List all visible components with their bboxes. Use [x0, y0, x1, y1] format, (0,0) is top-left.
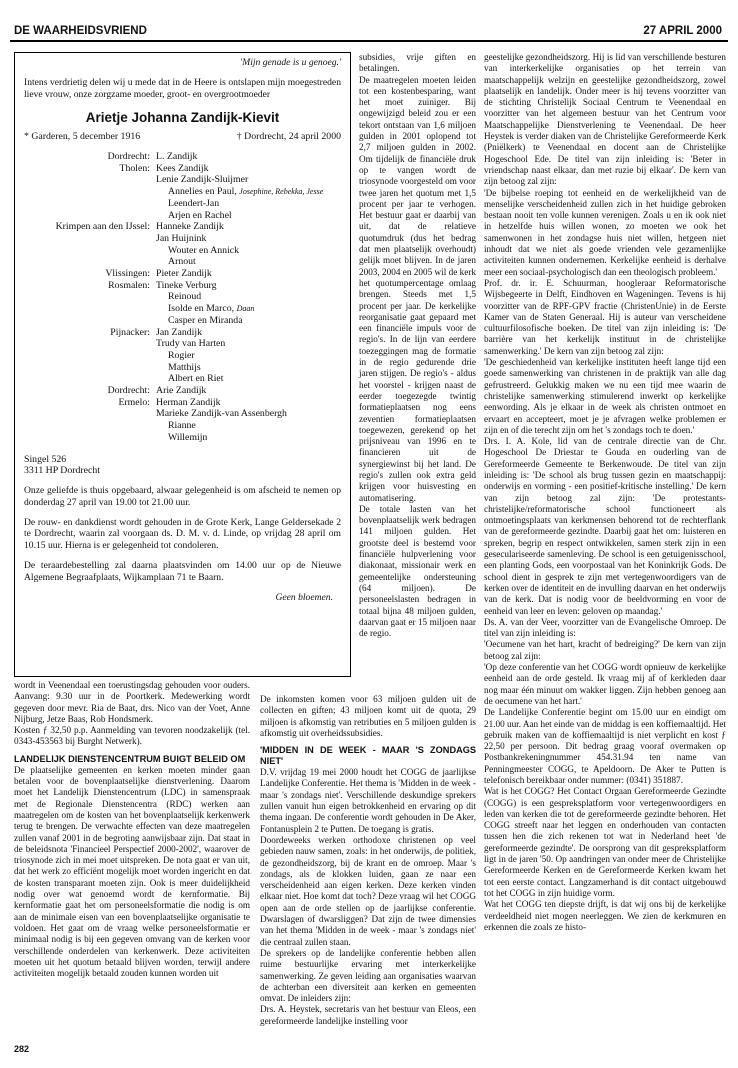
family-member: Hanneke Zandijk [156, 221, 224, 233]
article-paragraph: 'Oecumene van het hart, kracht of bedreiging?' De kern van zijn betoog zal zijn: [484, 639, 726, 661]
family-member: Casper en Miranda [168, 314, 243, 326]
family-city: Rosmalen: [108, 279, 150, 291]
family-city: Ermelo: [118, 396, 150, 408]
article-heading: 'MIDDEN IN DE WEEK - MAAR 'S ZONDAGS NIET' [260, 745, 476, 767]
address-line: 3311 HP Dordrecht [24, 465, 101, 477]
article-paragraph: Kosten ƒ 32,50 p.p. Aanmelding van tevoren noodzakelijk (tel. 0343-453563 bij Burght Netwerk). [14, 725, 250, 747]
article-paragraph: De plaatselijke gemeenten en kerken moeten minder gaan betalen voor de bovenplaatselijke dienstverlening. Daarom moet het Landelijk Dienstencentrum (LDC) in samenspraak met de Regionale Dienstencentra (RDC) werken aan maatregelen om de kosten van het bovenplaatselijk kerkenwerk terug te brengen. De verwachte effecten van deze maatregelen zullen vanaf 2001 in de begroting aanwijsbaar zijn. Dat staat in de beleidsnota 'Financieel Perspectief 2000-2002', waarover de triosynode zich in mei moet uitspreken. De nota gaat er van uit, dat het werk zo efficiënt mogelijk moet worden ingericht en dat de kosten transparant moeten zijn. Ook is meer duidelijkheid nodig over wat genoemd wordt de kernformatie. Bij kernformatie gaat het om personeelsformatie die nodig is om aan de minimale eisen van een bovenplaatselijke organisatie te voldoen. Het gaat om de vraag welke personeelsformatie er minimaal nodig is bij een gegeven omvang van de kerken voor verschillende onderdelen van kerkenwerk. Deze activiteiten moeten uit het quotum betaald blijven worden, terwijl andere activiteiten mogelijk betaald zouden kunnen worden uit [14, 764, 250, 979]
article-paragraph: Drs. A. Heystek, secretaris van het bestuur van Eleos, een gereformeerde landelijke instelling voor [260, 1004, 476, 1026]
article-paragraph: subsidies, vrije giften en betalingen. [359, 52, 476, 74]
notice-motto: 'Mijn genade is u genoeg.' [240, 57, 341, 68]
family-member: Pieter Zandijk [156, 268, 212, 280]
family-member: Arjen en Rachel [168, 209, 232, 221]
family-list [24, 151, 341, 444]
family-member: Marieke Zandijk-van Assenbergh [156, 408, 287, 420]
article-paragraph: 'De geschiedenheid van kerkelijke instituten heeft lange tijd een goede samenwerking van christenen in de praktijk van alle dag gefrustreerd. Gelukkig maken we nu een tijd mee waarin de christelijke samenwerking stimulerend inwerkt op kerkelijke eenwording. Als je elkaar in de week als christen ontmoet en ervaart en accepteert, moet je je afvragen welke problemen er zijn en of die terecht zijn om het 's zondags toch te doen.' [484, 357, 726, 435]
article-paragraph: 'Op deze conferentie van het COGG wordt opnieuw de kerkelijke eenheid aan de orde gesteld. Ik vraag mij af of kerkleden daar nog maar één minuut om wakker liggen. Zijn hebben genoeg aan de oecumene van het hart.' [484, 662, 726, 706]
notice-burial: De teraardebestelling zal daarna plaatsvinden om 14.00 uur op de Nieuwe Algemene Begraafplaats, Wijkamplaan 71 te Baarn. [24, 559, 341, 583]
family-member: Willemijn [168, 431, 208, 443]
article-paragraph: Doordeweeks werken orthodoxe christenen op veel gebieden nauw samen, zoals: in het onderwijs, de politiek, de gezondheidszorg, bij de krant en de omroep. Maar 's zondags, als de klokken luiden, gaan ze naar een verscheidenheid aan eigen kerken. Deze kerken vinden elkaar niet. Hoe komt dat toch? Deze vraag wil het COGG open aan de orde stellen op de jaarlijkse conferentie. Dwarslagen of dwarsliggen? Dat zijn de twee dimensies van het thema 'Midden in de week - maar 's zondags niet' die centraal zullen staan. [260, 834, 476, 947]
family-member: Rogier [168, 349, 195, 361]
family-member: L. Zandijk [156, 151, 198, 163]
notice-service: De rouw- en dankdienst wordt gehouden in de Grote Kerk, Lange Geldersekade 2 te Dordrecht, waarin zal voorgaan ds. D. M. v. d. Linde, op vrijdag 28 april om 10.15 uur. Hierna is er gelegenheid tot condoleren. [24, 516, 341, 552]
family-city: Tholen: [119, 162, 150, 174]
page-number: 282 [14, 1044, 30, 1054]
notice-closing: Geen bloemen. [275, 591, 333, 603]
family-member: Kees Zandijk [156, 162, 209, 174]
address-line: Singel 526 [24, 453, 67, 465]
family-member: Trudy van Harten [156, 338, 226, 350]
article-paragraph: De Landelijke Conferentie begint om 15.00 uur en eindigt om 21.00 uur. Aan het einde van de middag is een koffiemaaltijd. Het gebruik maken van de koffiemaaltijd is niet verplicht en kost ƒ 22,50 per persoon. Dit bedrag graag vooraf overmaken op Postbankrekeningnummer 454.31.94 ten name van Penningmeester COGG, te Apeldoorn. De Aker te Putten is telefonisch bereikbaar onder nummer: (0341) 351887. [484, 707, 726, 785]
article-paragraph: Prof. dr. ir. E. Schuurman, hoogleraar Reformatorische Wijsbegeerte in Delft, Eindhoven en Wageningen. Tevens is hij voorzitter van de RPF-GPV fractie (ChristenUnie) in de Eerste Kamer van de Staten Generaal. Hij is auteur van verscheidene cultuurfilosofische boeken. De titel van zijn inleiding is: 'De barrière van het kerkelijk instituut in de christelijke samenwerking.' De kern van zijn betoog zal zijn: [484, 277, 726, 356]
family-member: Isolde en Marco, [168, 303, 235, 315]
notice-viewing: Onze geliefde is thuis opgebaard, alwaar gelegenheid is om afscheid te nemen op donderdag 27 april van 19.00 tot 21.00 uur. [24, 485, 341, 508]
family-member: Matthijs [168, 361, 201, 373]
notice-intro: Intens verdrietig delen wij u mede dat in de Heere is ontslapen mijn moegestreden lieve vrouw, onze zorgzame moeder, groot- en overgrootmoeder [24, 77, 341, 101]
article-paragraph: De maatregelen moeten leiden tot een kostenbesparing, want het moet zuiniger. Bij ongewijzigd beleid zou er een tekort ontstaan van 1,6 miljoen gulden in 2001 oplopend tot 2,7 miljoen gulden in 2002. Om tijdelijk de financiële druk op te vangen wordt de triosynode voorgesteld om voor twee jaren het quotum met 1,5 procent per jaar te verhogen. Het bestuur gaat er daarbij van uit, dat de relatieve quotumdruk (dus het bedrag dat men plaatselijk overhoudt) gelijk moet blijven. In de jaren 2003, 2004 en 2005 wil de kerk het quotumpercentage omlaag brengen. Steeds met 1,5 procent per jaar. De kerkelijke reorganisatie gaat gepaard met een financiële impuls voor de regio's. In de lijn van eerdere toezeggingen mag de formatie in de regio gedurende drie jaren stijgen. De regio's - aldus het voorstel - krijgen naast de eerder toegezegde twintig formatieplaatsen nog eens zeventien formatieplaatsen toegewezen, gerekend op het prijsniveau van 1996 en te financieren uit de synergiewinst bij het land. De regio's zullen ook extra geld krijgen voor huisvesting en automatisering. [359, 74, 476, 503]
family-city: Vlissingen: [105, 268, 150, 280]
family-member: Arie Zandijk [156, 385, 207, 397]
article-paragraph: Wat is het COGG? Het Contact Orgaan Gereformeerde Gezindte (COGG) is een gespreksplatform voor vertegenwoordigers en leden van kerken die tot de gereformeerde gezindte behoren. Het COGG streeft naar het leggen en onderhouden van contacten tussen hen die zich rekenen tot wat in Nederland heet 'de gereformeerde gezindte'. De oorsprong van dit gespreksplatform ligt in de jaren '50. Op aandringen van onder meer de Christelijke Gereformeerde Kerken en de Gereformeerde Kerken kwam het tot een eerste contact. Langzamerhand is dit contact uitgebouwd tot het COGG in zijn huidige vorm. [484, 786, 726, 898]
article-paragraph: geestelijke gezondheidszorg. Hij is lid van verschillende besturen van interkerkelijke organisaties op het terrein van maatschappelijk welzijn en geestelijke gezondheidszorg, zowel plaatselijk en landelijk. Onder meer is hij tevens voorzitter van de stichting Christelijk Sociaal Centrum te Veenendaal en voorzitter van het algemeen bestuur van het Centrum voor Maatschappelijke Dienstverlening te Veenendaal. De heer Heystek is verder diaken van de Christelijke Gereformeerde Kerk (Pniëlkerk) te Veenendaal en docent aan de Christelijke Hogeschool Ede. De titel van zijn inleiding is: 'Beter in vriendschap naast elkaar, dan met ruzie bij elkaar'. De kern van zijn betoog zal zijn: [484, 52, 726, 187]
publication-title: DE WAARHEIDSVRIEND [14, 25, 147, 37]
publication-date: 27 APRIL 2000 [643, 25, 722, 37]
family-member: Albert en Riet [168, 373, 224, 385]
family-member: Arnout [168, 256, 196, 268]
article-paragraph: 'De bijbelse roeping tot eenheid en de werkelijkheid van de menselijke verscheidenheid zullen zich in het huidige gebroken bestaan nooit ten volle kunnen verenigen. Zoals u en ik ook niet in hetzelfde huis willen wonen, zo moeten we ook het samenwonen in het zondagse huis niet willen, hetgeen niet inhoudt dat we niet als goede vrienden vele gezamenlijke activiteiten kunnen ondernemen. Kerkelijke eenheid is derhalve meer een sociaal-psychologisch dan een theologisch probleem.' [484, 187, 726, 277]
column-2-lower [260, 694, 476, 1027]
page-header [10, 22, 728, 42]
article-paragraph: De inkomsten komen voor 63 miljoen gulden uit de collecten en giften; 43 miljoen komt uit de quota, 29 miljoen is afkomstig van retributies en 5 miljoen gulden is afkomstig uit overheidssubsidies. [260, 694, 476, 738]
notice-address [24, 454, 341, 477]
deceased-name: Arietje Johanna Zandijk-Kievit [85, 109, 280, 125]
article-paragraph: Wat het COGG ten diepste drijft, is dat wij ons bij de kerkelijke verdeeldheid niet mogen neerleggen. We zien de kerkmuren en erkennen die zoals ze histo- [484, 899, 726, 932]
death-date: † Dordrecht, 24 april 2000 [236, 130, 341, 142]
family-city: Dordrecht: [107, 385, 150, 397]
family-member: Rianne [168, 420, 196, 432]
family-member: Jan Zandijk [156, 326, 202, 338]
article-heading: LANDELIJK DIENSTENCENTRUM BUIGT BELEID OM [14, 753, 246, 764]
birth-date: * Garderen, 5 december 1916 [24, 130, 141, 142]
family-city: Dordrecht: [107, 151, 150, 163]
family-member: Annelies en Paul, [168, 186, 237, 198]
column-2-article [359, 52, 476, 639]
article-paragraph: Drs. I. A. Kole, lid van de centrale directie van de Chr. Hogeschool De Driestar te Gouda en ouderling van de Gereformeerde Gemeente te Berkenwoude. De titel van zijn inleiding is: 'De school als brug tussen gezin en maatschappij: onderwijs en vorming - een positief-kritische instelling.' De kern van zijn betoog zal zijn: 'De protestants-christelijke/reformatorische school functioneert als ontmoetingsplaats van kerkmensen behorend tot de rechterflank van de gereformeerde gezindte. Daarbij gaat het om: luisteren en spreken, begrip en respect ontwikkelen, samen sterk zijn in een geseculariseerde samenleving. De school is een getuigenisschool, een planting Gods, een voorpostaal van het Koninkrijk Gods. De school dient in gesprek te zijn met vertegenwoordigers van de kerken over de identiteit en de invulling daarvan en het onderwijs van de kerk. Dat is nodig voor de beeldvorming en voor de eenheid van leer en leven: geloven op maandag.' [484, 436, 726, 616]
family-member: Leendert-Jan [168, 197, 220, 209]
family-member: Lenie Zandijk-Sluijmer [156, 174, 249, 186]
family-member: Jan Huijnink [156, 232, 207, 244]
death-notice [14, 52, 351, 677]
notice-dates [24, 131, 341, 143]
family-member-children: Josephine, Rebekka, Jesse [239, 187, 324, 197]
family-member: Tineke Verburg [156, 279, 217, 291]
family-city: Krimpen aan den IJssel: [55, 221, 150, 233]
family-member-children: Daan [236, 304, 255, 314]
column-3-article [484, 52, 726, 933]
family-member: Reinoud [168, 291, 202, 303]
family-member: Herman Zandijk [156, 396, 221, 408]
family-city: Pijnacker: [110, 326, 150, 338]
article-paragraph: De totale lasten van het bovenplaatselijk werk bedragen 141 miljoen gulden. Het grootste deel is bestemd voor financiële hulpverlening voor diakonaat, missionair werk en gemeentelijke ondersteuning (64 miljoen). De personeelslasten bedragen in totaal bijna 48 miljoen gulden, daarvan gaat er 15 miljoen naar de regio. [359, 503, 476, 639]
column-1-article [14, 680, 250, 979]
article-paragraph: D.V. vrijdag 19 mei 2000 houdt het COGG de jaarlijkse Landelijke Conferentie. Het thema is 'Midden in de week - maar 's zondags niet'. Verschillende deskundige sprekers zullen vanuit hun eigen betrokkenheid en ervaring op dit thema ingaan. De conferentie wordt gehouden in De Aker, Fontanusplein 2 te Putten. De toegang is gratis. [260, 767, 476, 834]
article-paragraph: wordt in Veenendaal een toerustingsdag gehouden voor ouders. Aanvang: 9.30 uur in de Poortkerk. Medewerking wordt gegeven door mevr. Ria de Baat, drs. Nico van der Voet, Anne Nijburg, Jetze Baas, Rob Hondsmerk. [14, 680, 250, 724]
family-member: Wouter en Annick [168, 244, 240, 256]
article-paragraph: De sprekers op de landelijke conferentie hebben allen ruime bestuurlijke ervaring met interkerkelijke samenwerking. Ze geven leiding aan organisaties waarvan de achterban een diversiteit aan kerken en gemeenten omvat. De inleiders zijn: [260, 947, 476, 1004]
article-paragraph: Ds. A. van der Veer, voorzitter van de Evangelische Omroep. De titel van zijn inleiding is: [484, 616, 726, 639]
